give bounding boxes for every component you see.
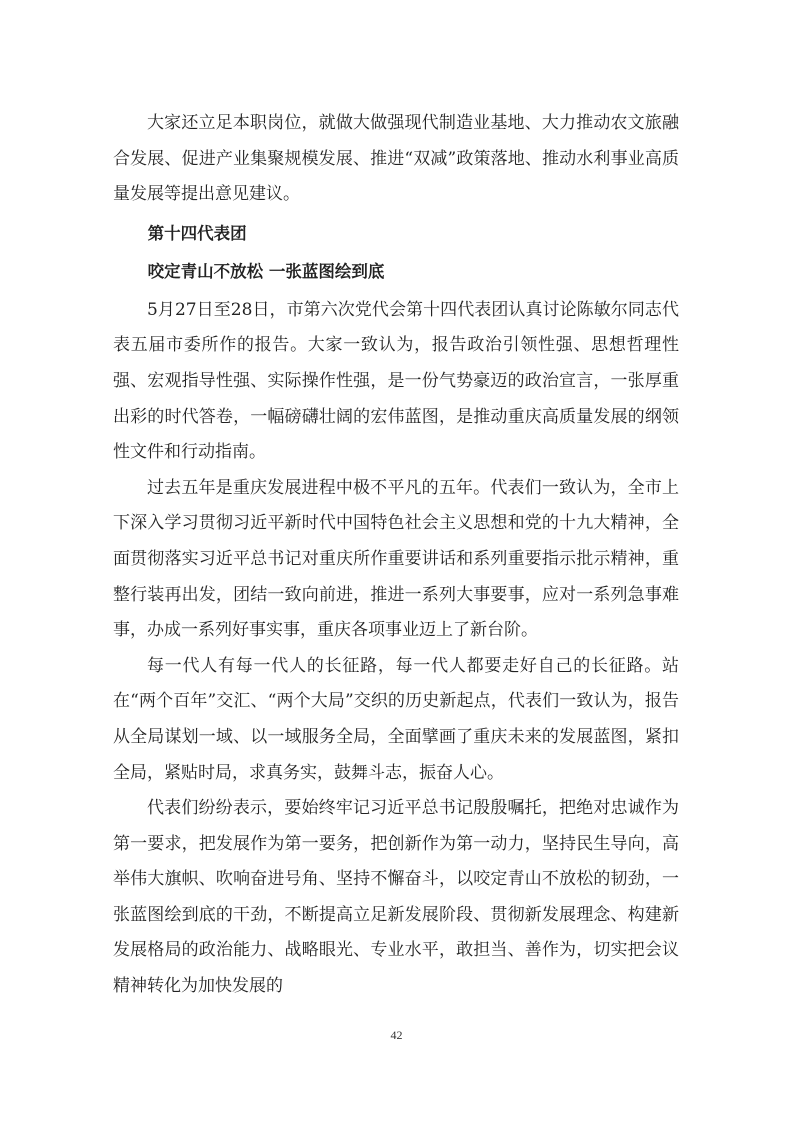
document-body xyxy=(113,106,679,1005)
section-heading-delegation: 第十四代表团 xyxy=(147,223,247,243)
paragraph-suggestions: 大家还立足本职岗位，就做大做强现代制造业基地、大力推动农文旅融合发展、促进产业集聚规模发展、推进“双减”政策落地、推动水利事业高质量发展等提出意见建议。 xyxy=(113,113,679,205)
paragraph-commitment: 代表们纷纷表示，要始终牢记习近平总书记殷殷嘱托，把绝对忠诚作为第一要求，把发展作为第一要务，把创新作为第一动力，坚持民生导向，高举伟大旗帜、吹响奋进号角、坚持不懈奋斗，以咬定青山不放松的韧劲，一张蓝图绘到底的干劲，不断提高立足新发展阶段、贯彻新发展理念、构建新发展格局的政治能力、战略眼光、专业水平，敢担当、善作为，切实把会议精神转化为加快发展的 xyxy=(113,798,679,997)
page-number: 42 xyxy=(390,1028,403,1042)
paragraph-past-five-years: 过去五年是重庆发展进程中极不平凡的五年。代表们一致认为，全市上下深入学习贯彻习近平新时代中国特色社会主义思想和党的十九大精神，全面贯彻落实习近平总书记对重庆所作重要讲话和系列重要指示批示精神，重整行装再出发，团结一致向前进，推进一系列大事要事，应对一系列急事难事，办成一系列好事实事，重庆各项事业迈上了新台阶。 xyxy=(113,477,679,641)
paragraph-long-march: 每一代人有每一代人的长征路，每一代人都要走好自己的长征路。站在“两个百年”交汇、“两个大局”交织的历史新起点，代表们一致认为，报告从全局谋划一域、以一域服务全局，全面擘画了重庆未来的发展蓝图，紧扣全局，紧贴时局，求真务实，鼓舞斗志，振奋人心。 xyxy=(113,655,679,783)
paragraph-discussion: 5月27日至28日，市第六次党代会第十四代表团认真讨论陈敏尔同志代表五届市委所作的报告。大家一致认为，报告政治引领性强、思想哲理性强、宏观指导性强、实际操作性强，是一份气势豪迈的政治宣言，一张厚重出彩的时代答卷，一幅磅礴壮阔的宏伟蓝图，是推动重庆高质量发展的纲领性文件和行动指南。 xyxy=(113,299,679,463)
article-title: 咬定青山不放松 一张蓝图绘到底 xyxy=(147,261,385,281)
